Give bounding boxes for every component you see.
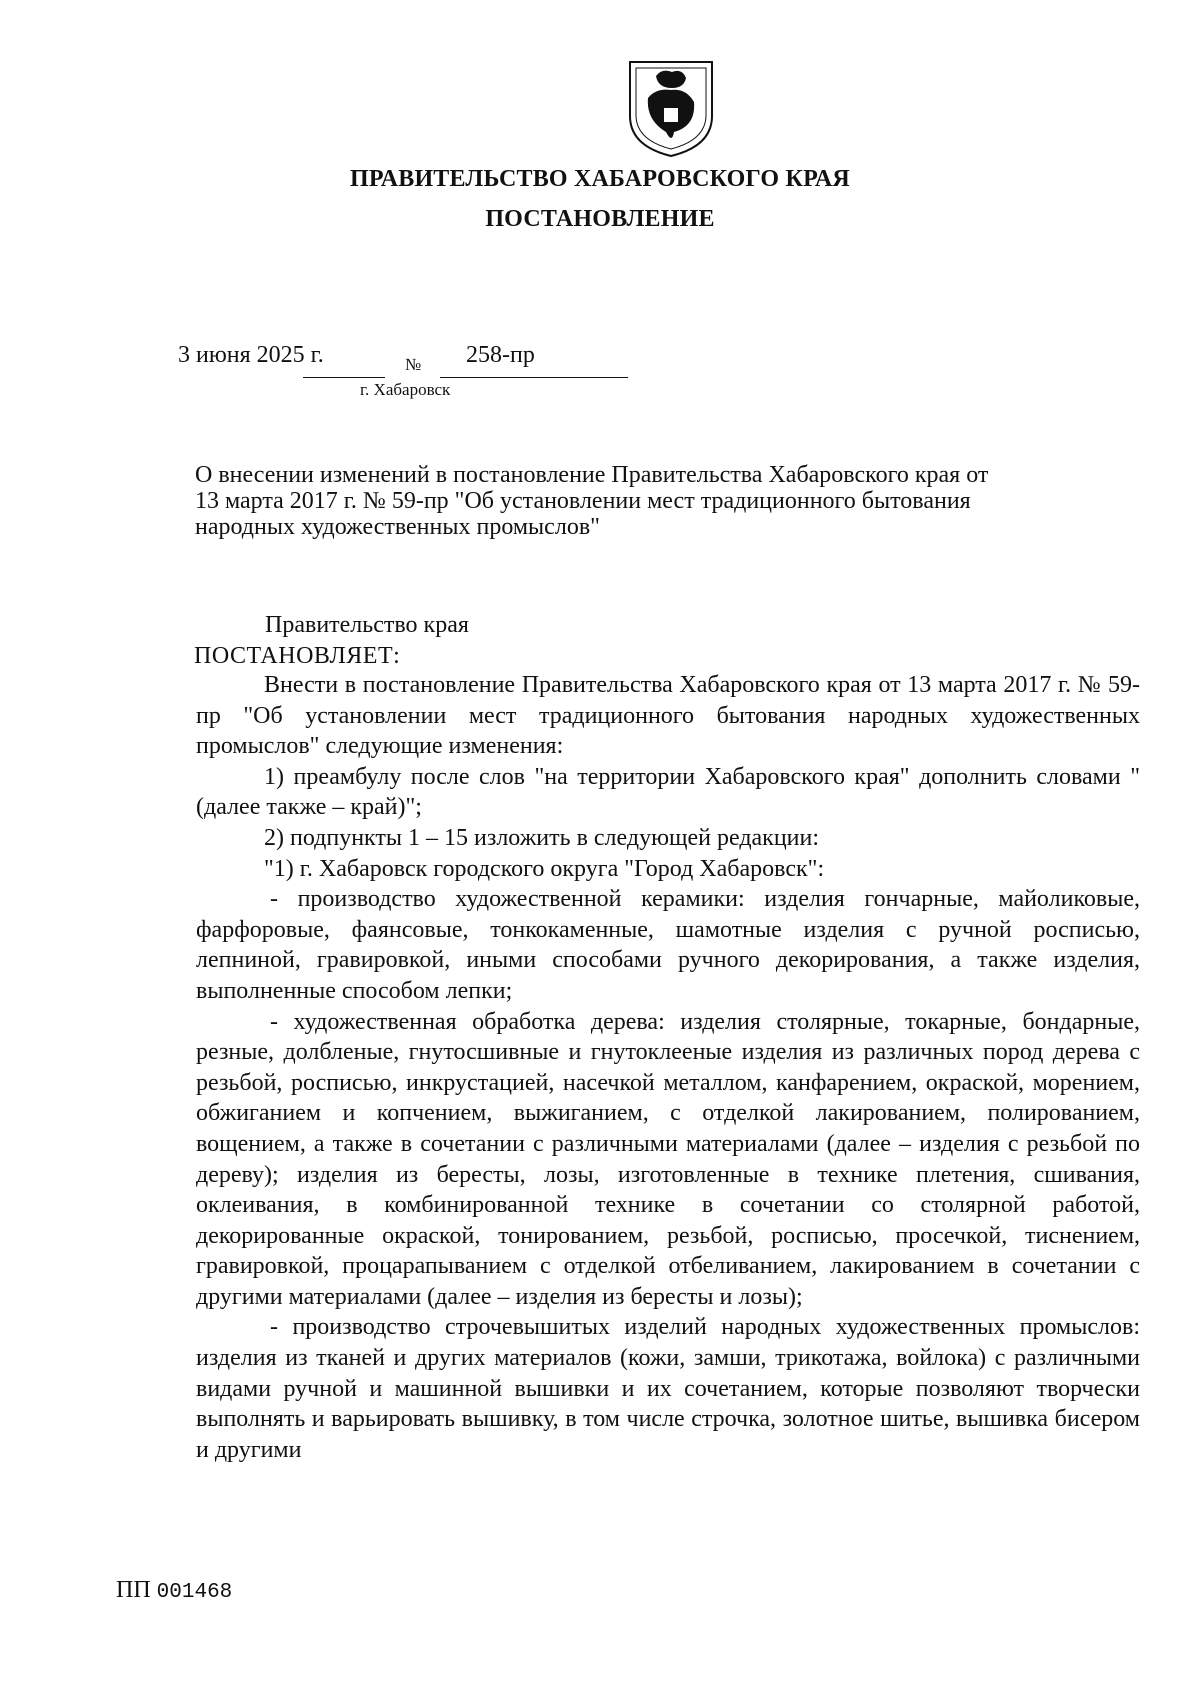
- subject-line: О внесении изменений в постановление Правительства Хабаровского края от: [195, 462, 989, 488]
- document-type-title: ПОСТАНОВЛЕНИЕ: [485, 206, 715, 232]
- body-list-item: - производство художественной керамики: изделия гончарные, майоликовые, фарфоровые, фаянсовые, тонкокаменные, шамотные изделия с ручной росписью, лепниной, гравировкой, иными способами ручного декорирования, а также изделия, выполненные способом лепки;: [196, 886, 1140, 1004]
- body-list-item: - художественная обработка дерева: изделия столярные, токарные, бондарные, резные, долбленые, гнутосшивные и гнутоклееные изделия из различных пород дерева с резьбой, росписью, инкрустацией, насечкой металлом, канфарением, окраской, морением, обжиганием и копчением, выжиганием, с отделкой лакированием, полированием, вощением, а также в сочетании с различными материалами (далее – изделия с резьбой по дереву); изделия из бересты, лозы, изготовленные в технике плетения, сшивания, оклеивания, в комбинированной технике в сочетании со столярной работой, декорированные окраской, тонированием, резьбой, росписью, просечкой, тиснением, гравировкой, процарапыванием с отделкой отбеливанием, лакированием в сочетании с другими материалами (далее – изделия из бересты и лозы);: [196, 1008, 1140, 1310]
- document-body: [196, 670, 1140, 1465]
- document-number: 258-пр: [466, 342, 535, 368]
- government-label: Правительство края: [265, 612, 469, 638]
- footer-serial: 001468: [156, 1581, 233, 1604]
- date-underline: [303, 377, 385, 378]
- footer-code: [116, 1577, 232, 1604]
- body-paragraph: 1) преамбулу после слов "на территории Хабаровского края" дополнить словами "(далее также – край)";: [196, 763, 1140, 821]
- organization-title: ПРАВИТЕЛЬСТВО ХАБАРОВСКОГО КРАЯ: [350, 166, 850, 192]
- coat-of-arms-emblem: [626, 58, 716, 158]
- document-date: [178, 342, 324, 369]
- body-paragraph: 2) подпункты 1 – 15 изложить в следующей редакции:: [264, 824, 820, 851]
- subject-line: народных художественных промыслов": [195, 514, 600, 540]
- document-city: г. Хабаровск: [360, 380, 451, 399]
- body-paragraph: "1) г. Хабаровск городского округа "Город Хабаровск":: [264, 855, 825, 882]
- number-label: №: [405, 355, 422, 374]
- body-paragraph: Внести в постановление Правительства Хабаровского края от 13 марта 2017 г. № 59-пр "Об установлении мест традиционного бытования народных художественных промыслов" следующие изменения:: [196, 672, 1140, 760]
- footer-prefix: ПП: [116, 1577, 151, 1603]
- date-value: 3 июня 2025 г.: [178, 342, 324, 368]
- subject-line: 13 марта 2017 г. № 59-пр "Об установлении мест традиционного бытования: [195, 488, 971, 514]
- resolves-label: ПОСТАНОВЛЯЕТ:: [194, 643, 401, 669]
- number-underline: [440, 377, 628, 378]
- document-subject: [195, 462, 1140, 540]
- body-list-item: - производство строчевышитых изделий народных художественных промыслов: изделия из тканей и других материалов (кожи, замши, трикотажа, войлока) с различными видами ручной и машинной вышивки и их сочетанием, которые позволяют творчески выполнять и варьировать вышивку, в том числе строчка, золотное шитье, вышивка бисером и другими: [196, 1314, 1140, 1463]
